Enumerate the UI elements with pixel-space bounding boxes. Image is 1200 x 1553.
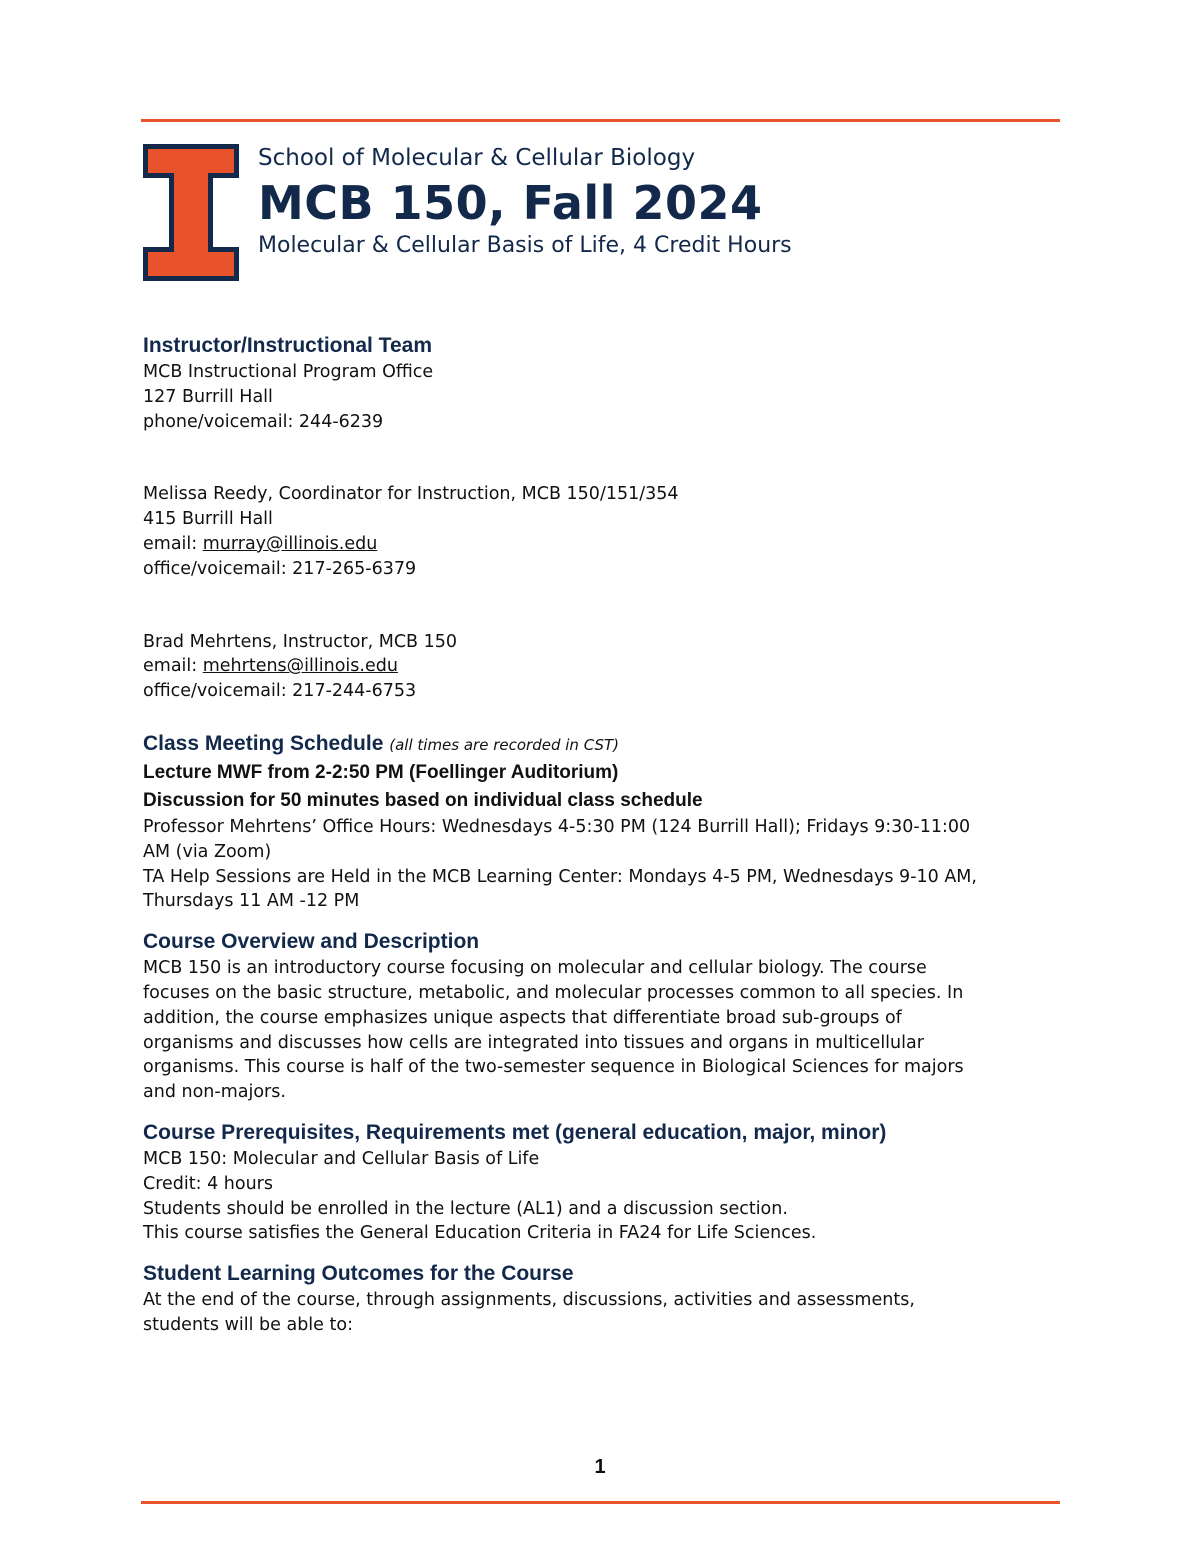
- ta-sessions-line-2: Thursdays 11 AM -12 PM: [143, 891, 360, 912]
- overview-section: [143, 928, 1058, 1105]
- office-hours-line-2: AM (via Zoom): [143, 841, 272, 862]
- discussion-time: Discussion for 50 minutes based on individual class schedule: [143, 789, 703, 811]
- overview-line: organisms and discusses how cells are integrated into tissues and organs in multicellular: [143, 1032, 924, 1053]
- mehrtens-email-link[interactable]: mehrtens@illinois.edu: [202, 656, 398, 677]
- outcomes-line: At the end of the course, through assignments, discussions, activities and assessments,: [143, 1290, 915, 1311]
- overview-line: focuses on the basic structure, metabolic, and molecular processes common to all species. In: [143, 982, 964, 1003]
- prereqs-heading: Course Prerequisites, Requirements met (general education, major, minor): [143, 1120, 887, 1144]
- document-header: [258, 143, 792, 261]
- schedule-section: [143, 730, 1058, 914]
- outcomes-line: students will be able to:: [143, 1314, 353, 1335]
- top-orange-rule: [141, 119, 1060, 122]
- prereqs-section: [143, 1119, 1058, 1246]
- page-number: 1: [594, 1456, 606, 1478]
- office-hours-line-1: Professor Mehrtens’ Office Hours: Wednesdays 4-5:30 PM (124 Burrill Hall); Fridays 9:30-11:00: [143, 816, 971, 837]
- reedy-email-link[interactable]: murray@illinois.edu: [202, 533, 378, 554]
- ta-sessions-line-1: TA Help Sessions are Held in the MCB Learning Center: Mondays 4-5 PM, Wednesdays 9-10 AM,: [143, 866, 977, 887]
- office-phone: phone/voicemail: 244-6239: [143, 411, 384, 432]
- prereqs-line: Credit: 4 hours: [143, 1173, 273, 1194]
- reedy-title: Melissa Reedy, Coordinator for Instruction, MCB 150/151/354: [143, 484, 679, 505]
- office-name: MCB Instructional Program Office: [143, 362, 434, 382]
- mehrtens-title: Brad Mehrtens, Instructor, MCB 150: [143, 631, 458, 652]
- prereqs-line: Students should be enrolled in the lecture (AL1) and a discussion section.: [143, 1198, 788, 1219]
- schedule-heading-text: Class Meeting Schedule: [143, 731, 384, 755]
- reedy-address: 415 Burrill Hall: [143, 509, 273, 530]
- outcomes-heading: Student Learning Outcomes for the Course: [143, 1262, 574, 1286]
- school-name: School of Molecular & Cellular Biology: [258, 145, 696, 171]
- prereqs-line: This course satisfies the General Education Criteria in FA24 for Life Sciences.: [143, 1223, 817, 1244]
- schedule-heading: [143, 730, 1058, 759]
- schedule-note: (all times are recorded in CST): [389, 735, 619, 754]
- lecture-time: Lecture MWF from 2-2:50 PM (Foellinger Auditorium): [143, 761, 619, 783]
- overview-line: and non-majors.: [143, 1082, 286, 1103]
- outcomes-section: [143, 1260, 1058, 1338]
- course-title: MCB 150, Fall 2024: [258, 176, 763, 230]
- syllabus-body: [143, 332, 1058, 1338]
- instructor-heading: Instructor/Instructional Team: [143, 334, 432, 357]
- overview-line: addition, the course emphasizes unique aspects that differentiate broad sub-groups of: [143, 1007, 902, 1028]
- office-address: 127 Burrill Hall: [143, 386, 273, 407]
- illinois-block-i-logo: [143, 144, 239, 281]
- overview-heading: Course Overview and Description: [143, 930, 480, 954]
- prereqs-line: MCB 150: Molecular and Cellular Basis of Life: [143, 1148, 540, 1169]
- reedy-phone: office/voicemail: 217-265-6379: [143, 558, 417, 579]
- email-label: email:: [143, 533, 203, 554]
- mehrtens-phone: office/voicemail: 217-244-6753: [143, 681, 417, 702]
- email-label: email:: [143, 656, 203, 677]
- overview-line: MCB 150 is an introductory course focusing on molecular and cellular biology. The course: [143, 958, 927, 979]
- reedy-email-line: [143, 532, 1058, 557]
- course-subtitle: Molecular & Cellular Basis of Life, 4 Credit Hours: [258, 233, 792, 258]
- bottom-orange-rule: [141, 1501, 1060, 1504]
- instructor-section: [143, 332, 1058, 704]
- overview-line: organisms. This course is half of the two-semester sequence in Biological Sciences for majors: [143, 1057, 964, 1078]
- mehrtens-email-line: [143, 654, 1058, 679]
